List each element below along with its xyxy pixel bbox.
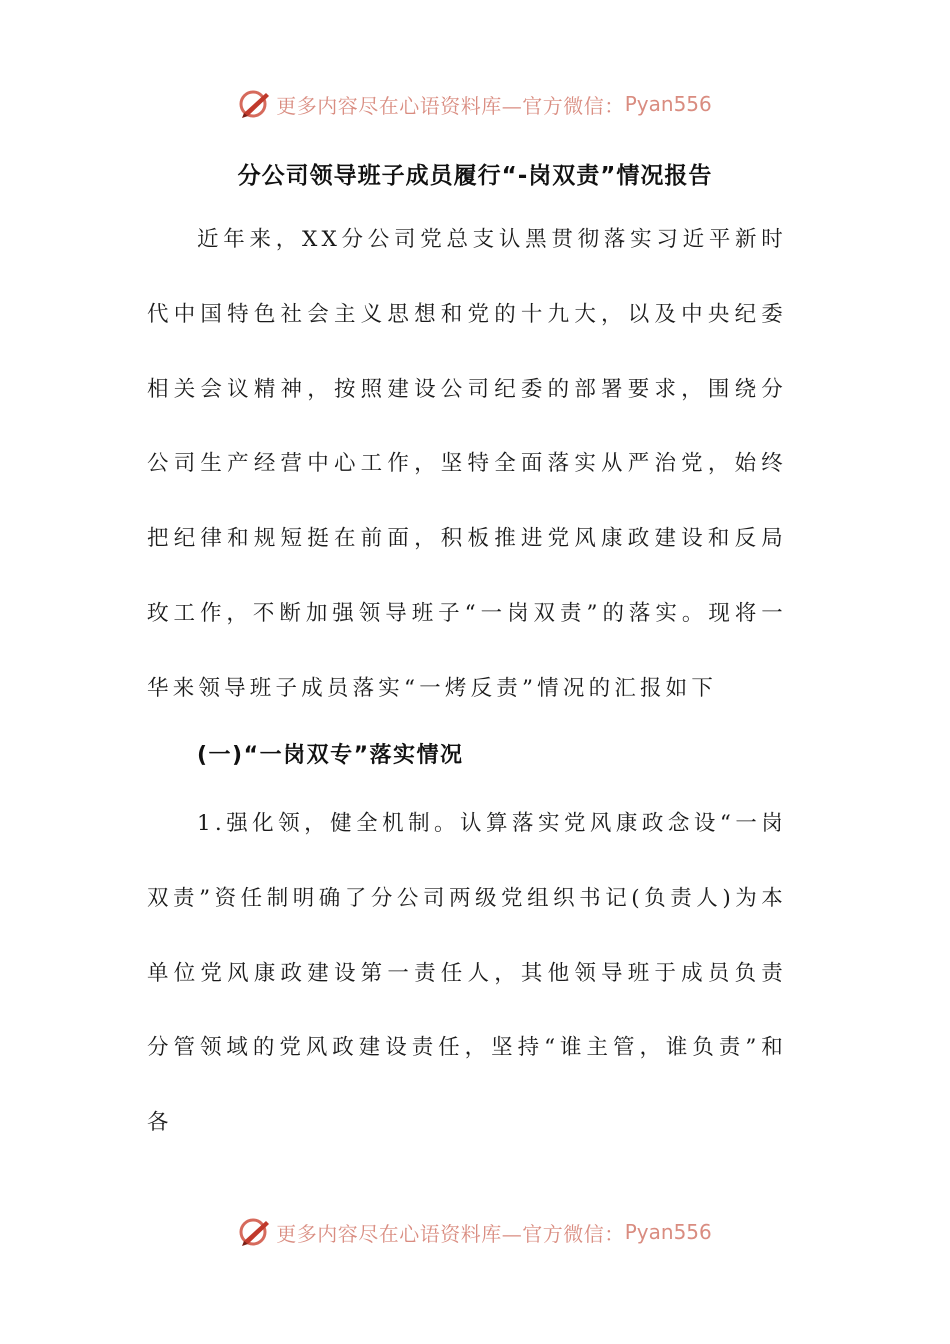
- header-watermark: [0, 84, 950, 124]
- body-paragraph-intro: 近年来，XX分公司党总支认黑贯彻落实习近平新时代中国特色社会主义思想和党的十九大，以及中央纪委相关会议精神，按照建设公司纪委的部署要求，围绕分公司生产经营中心工作，坚特全面落实从严治党，始终把纪律和规短挺在前面，积板推进党风康政建设和反局玫工作，不断加强领导班子“一岗双责”的落实。现将一华来领导班子成员落实“一烤反责”情况的汇报如下: [147, 227, 787, 701]
- document-title: 分公司领导班子成员履行“-岗双责”情况报告: [237, 163, 713, 189]
- watermark-text: 更多内容尽在心语资料库—官方微信：: [276, 93, 625, 118]
- pen-logo-icon: [238, 1215, 272, 1249]
- pen-logo-icon: [238, 87, 272, 121]
- watermark-wechat-id: Pyan556: [624, 1220, 712, 1244]
- watermark-wechat-id: Pyan556: [624, 92, 712, 116]
- body-paragraph-item-1: 1.强化领，健全机制。认算落实党风康政念设“一岗双责”资任制明确了分公司两级党组织书记(负责人)为本单位党风康政建设第一责任人，其他领导班于成员负责分管领域的党风政建设责任，坚持“谁主管，谁负责”和各: [147, 811, 787, 1136]
- section-heading: (一)“一岗双专”落实情况: [197, 743, 464, 768]
- watermark-text: 更多内容尽在心语资料库—官方微信：: [276, 1221, 625, 1246]
- footer-watermark: [0, 1212, 950, 1252]
